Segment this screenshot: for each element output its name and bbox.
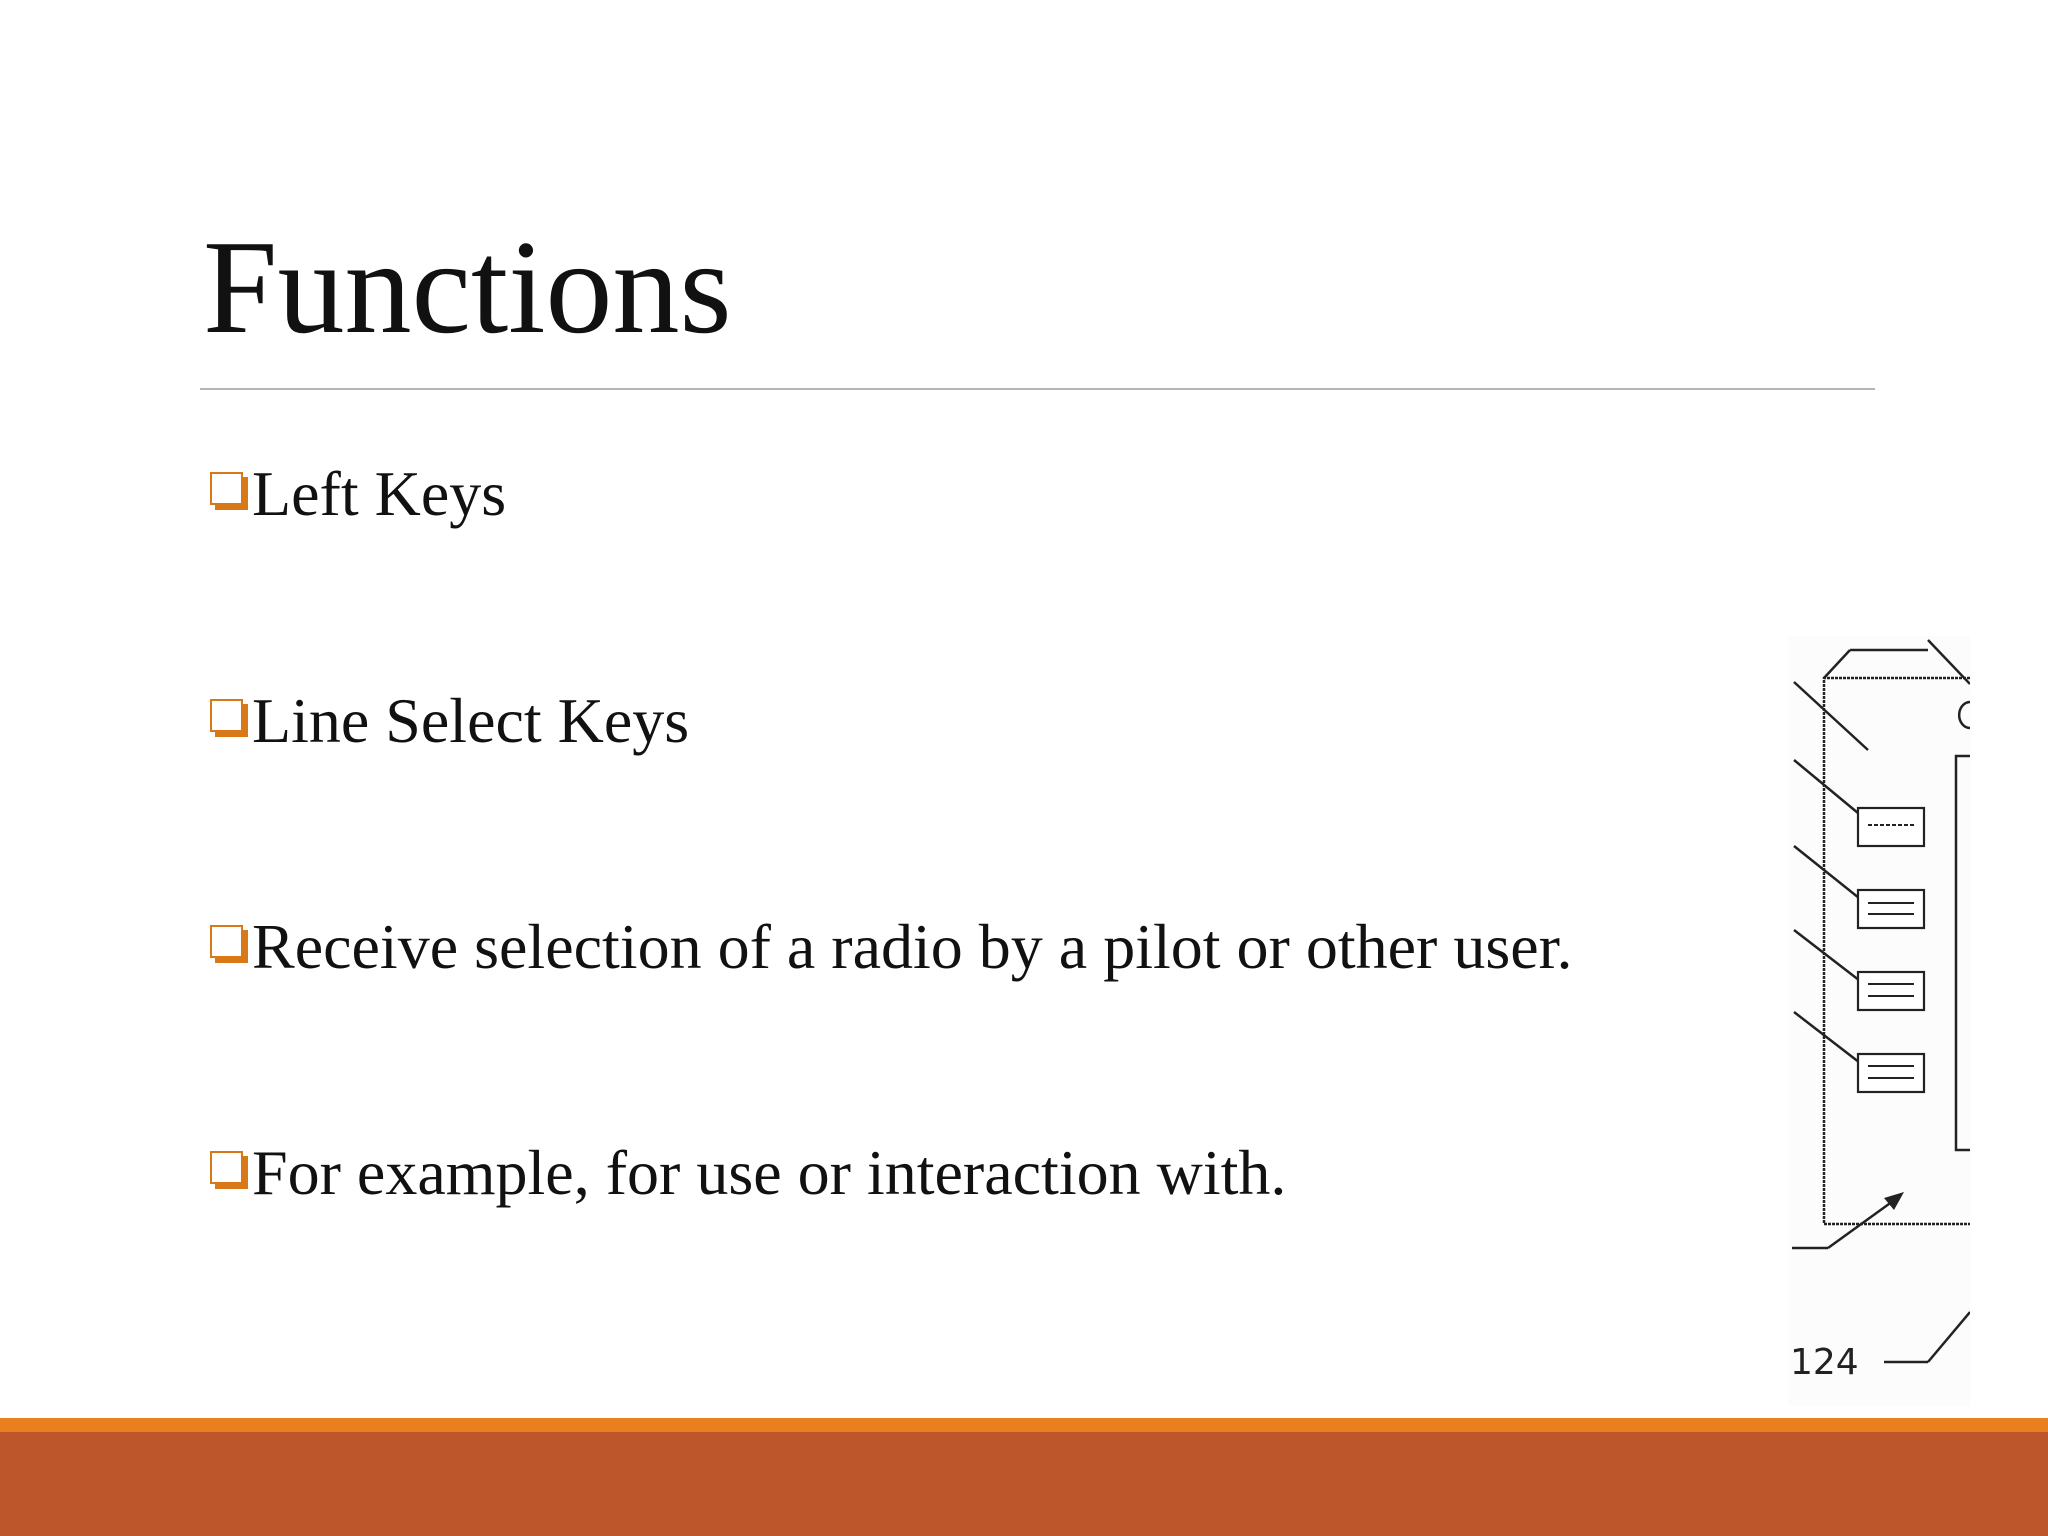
hollow-square-bullet-icon [210, 1151, 248, 1189]
patent-diagram-figure [1788, 636, 1970, 1406]
footer-accent-stripe [0, 1418, 2048, 1432]
slide-title: Functions [203, 213, 732, 361]
bullet-text: Left Keys [252, 458, 507, 529]
bullet-text: For example, for use or interaction with. [252, 1137, 1287, 1208]
hollow-square-bullet-icon [210, 472, 248, 510]
reference-number-label: 124 [1790, 1342, 1859, 1383]
bullet-item-line-select-keys [210, 685, 690, 756]
hollow-square-bullet-icon [210, 699, 248, 737]
bullet-item-receive-selection [210, 911, 1573, 982]
bullet-item-for-example [210, 1137, 1287, 1208]
bullet-text: Receive selection of a radio by a pilot or other user. [252, 911, 1573, 982]
footer-band [0, 1432, 2048, 1536]
bullet-text: Line Select Keys [252, 685, 690, 756]
title-divider [200, 388, 1875, 390]
hollow-square-bullet-icon [210, 925, 248, 963]
bullet-item-left-keys [210, 458, 507, 529]
